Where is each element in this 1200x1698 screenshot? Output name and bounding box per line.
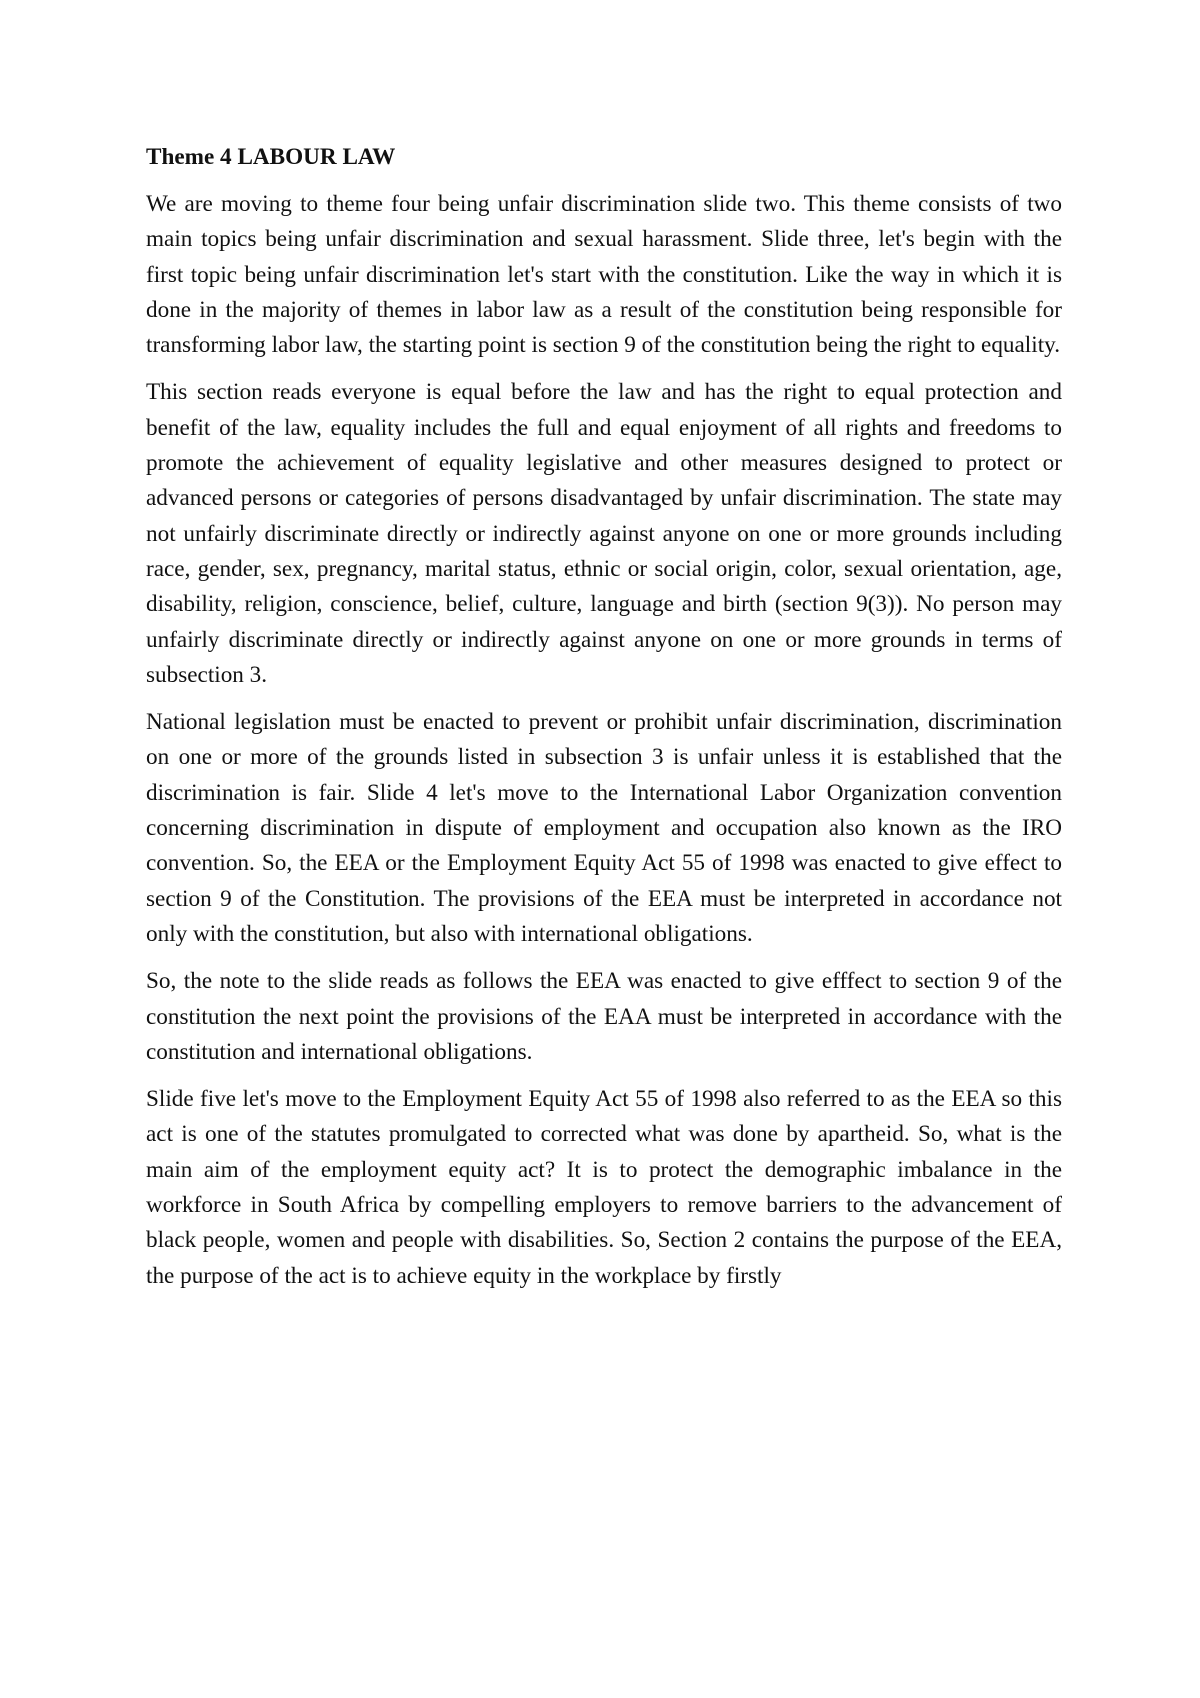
paragraph-5: Slide five let's move to the Employment Equity Act 55 of 1998 also referred to as the EEA so this act is one of the statutes promulgated to corrected what was done by apartheid. So, what is the main aim of the employment equity act? It is to protect the demographic imbalance in the workforce in South Africa by compelling employers to remove barriers to the advancement of black people, women and people with disabilities. So, Section 2 contains the purpose of the EEA, the purpose of the act is to achieve equity in the workplace by firstly xyxy=(146,1086,1062,1289)
paragraph-1: We are moving to theme four being unfair discrimination slide two. This theme consists of two main topics being unfair discrimination and sexual harassment. Slide three, let's begin with the first topic being unfair discrimination let's start with the constitution. Like the way in which it is done in the majority of themes in labor law as a result of the constitution being responsible for transforming labor law, the starting point is section 9 of the constitution being the right to equality. xyxy=(146,191,1062,359)
paragraph-4: So, the note to the slide reads as follows the EEA was enacted to give efffect to section 9 of the constitution the next point the provisions of the EAA must be interpreted in accordance with the constitution and international obligations. xyxy=(146,968,1062,1065)
paragraph-3: National legislation must be enacted to prevent or prohibit unfair discrimination, discrimination on one or more of the grounds listed in subsection 3 is unfair unless it is established that the discrimination is fair. Slide 4 let's move to the International Labor Organization convention concerning discrimination in dispute of employment and occupation also known as the IRO convention. So, the EEA or the Employment Equity Act 55 of 1998 was enacted to give effect to section 9 of the Constitution. The provisions of the EEA must be interpreted in accordance not only with the constitution, but also with international obligations. xyxy=(146,709,1062,947)
document-body xyxy=(146,140,1062,1306)
paragraph-2: This section reads everyone is equal before the law and has the right to equal protection and benefit of the law, equality includes the full and equal enjoyment of all rights and freedoms to promote the achievement of equality legislative and other measures designed to protect or advanced persons or categories of persons disadvantaged by unfair discrimination. The state may not unfairly discriminate directly or indirectly against anyone on one or more grounds including race, gender, sex, pregnancy, marital status, ethnic or social origin, color, sexual orientation, age, disability, religion, conscience, belief, culture, language and birth (section 9(3)). No person may unfairly discriminate directly or indirectly against anyone on one or more grounds in terms of subsection 3. xyxy=(146,379,1062,688)
document-title: Theme 4 LABOUR LAW xyxy=(146,144,396,170)
